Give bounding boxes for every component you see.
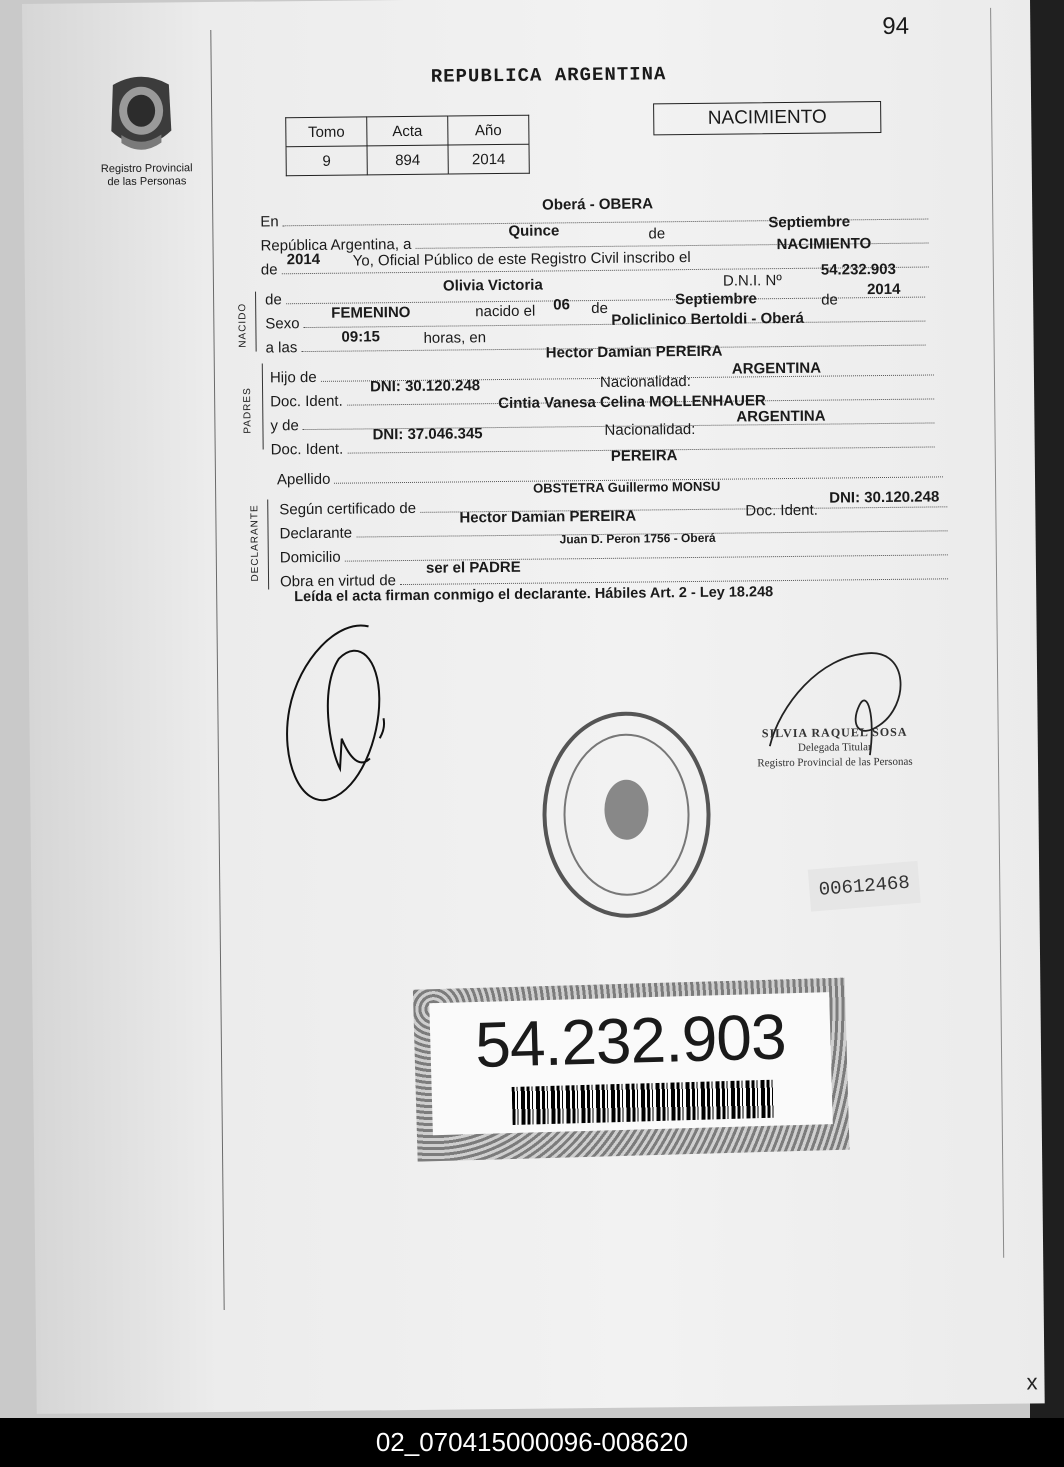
id-number-sticker bbox=[413, 978, 850, 1162]
value-act: NACIMIENTO bbox=[776, 235, 872, 254]
header-anio: Año bbox=[448, 115, 529, 145]
country-title: REPUBLICA ARGENTINA bbox=[430, 63, 667, 88]
value-declarant: Hector Damian PEREIRA bbox=[459, 507, 637, 527]
declarant-signature-icon bbox=[278, 618, 410, 819]
label-horas-en: horas, en bbox=[423, 329, 487, 347]
label-nacido-el: nacido el bbox=[475, 302, 536, 321]
right-border-line bbox=[990, 8, 1004, 1258]
field-mother-doc bbox=[271, 434, 935, 458]
corner-mark: x bbox=[1026, 1369, 1038, 1395]
sticker-inner bbox=[429, 992, 833, 1135]
label-dni: D.N.I. Nº bbox=[722, 272, 782, 290]
value-obra: ser el PADRE bbox=[425, 558, 521, 577]
official-name: SILVIA RAQUEL SOSA bbox=[761, 724, 908, 741]
label-y-de: y de bbox=[270, 417, 299, 435]
label-doc-father: Doc. Ident. bbox=[270, 392, 343, 411]
label-cert: Según certificado de bbox=[279, 499, 417, 519]
province-seal-icon bbox=[101, 70, 182, 161]
label-doc-mother: Doc. Ident. bbox=[270, 440, 344, 459]
value-tomo: 9 bbox=[286, 146, 367, 176]
record-reference-table bbox=[285, 115, 530, 177]
official-stamp-text bbox=[730, 724, 940, 771]
table-row bbox=[286, 144, 529, 176]
value-year: 2014 bbox=[286, 250, 321, 269]
page-number: 94 bbox=[882, 12, 910, 40]
scan-footer-id: 02_070415000096-008620 bbox=[0, 1418, 1064, 1467]
value-mother-doc: DNI: 37.046.345 bbox=[372, 425, 483, 444]
value-place: Oberá - OBERA bbox=[542, 195, 654, 214]
label-nat-mother: Nacionalidad: bbox=[604, 420, 696, 439]
officer-text: Yo, Oficial Público de este Registro Civil inscribo el bbox=[352, 249, 691, 270]
label-doc-declarant: Doc. Ident. bbox=[745, 501, 818, 520]
value-anio: 2014 bbox=[448, 144, 529, 174]
section-bracket bbox=[255, 291, 265, 351]
label-apellido: Apellido bbox=[276, 470, 331, 489]
legal-note: Leída el acta firman conmigo el declarante. Hábiles Art. 2 - Ley 18.248 bbox=[294, 584, 774, 606]
birth-certificate-page bbox=[22, 0, 1045, 1414]
value-father-nat: ARGENTINA bbox=[731, 359, 822, 378]
value-father-doc: DNI: 30.120.248 bbox=[369, 377, 481, 396]
sticker-id-number: 54.232.903 bbox=[474, 1000, 787, 1082]
section-bracket bbox=[267, 499, 277, 589]
value-day: Quince bbox=[508, 222, 560, 240]
registry-line-1: Registro Provincial bbox=[100, 162, 193, 176]
official-title: Delegada Titular bbox=[797, 741, 872, 754]
label-declarante: Declarante bbox=[279, 524, 353, 543]
label-obra: Obra en virtud de bbox=[279, 572, 397, 591]
label-republic: República Argentina, a bbox=[260, 235, 412, 255]
label-a-las: a las bbox=[265, 339, 298, 357]
section-nacido: NACIDO bbox=[237, 302, 249, 348]
label-de-month: de bbox=[648, 225, 666, 243]
field-domicilio bbox=[280, 542, 948, 566]
value-declarant-doc: DNI: 30.120.248 bbox=[829, 488, 940, 507]
section-padres: PADRES bbox=[242, 387, 254, 434]
label-de-name: de bbox=[265, 291, 282, 309]
value-acta: 894 bbox=[367, 145, 448, 175]
serial-number-stamp: 00612468 bbox=[808, 861, 921, 912]
value-birth-month: Septiembre bbox=[675, 290, 757, 309]
header-tomo: Tomo bbox=[286, 117, 367, 147]
label-domicilio: Domicilio bbox=[279, 548, 341, 567]
label-de-bmonth: de bbox=[591, 299, 608, 318]
value-birth-year: 2014 bbox=[866, 280, 901, 299]
label-de-byear: de bbox=[821, 291, 838, 309]
section-declarante: DECLARANTE bbox=[249, 504, 262, 582]
value-mother-nat: ARGENTINA bbox=[736, 407, 826, 426]
registry-round-stamp-icon bbox=[539, 709, 713, 921]
value-dni: 54.232.903 bbox=[820, 260, 896, 279]
label-hijo-de: Hijo de bbox=[269, 368, 317, 387]
label-de-year: de bbox=[260, 261, 278, 279]
official-office: Registro Provincial de las Personas bbox=[757, 755, 913, 770]
value-domicilio: Juan D. Peron 1756 - Oberá bbox=[559, 530, 716, 547]
value-mother: Cintia Vanesa Celina MOLLENHAUER bbox=[498, 392, 766, 413]
record-type-box: NACIMIENTO bbox=[653, 101, 881, 135]
value-name: Olivia Victoria bbox=[442, 276, 543, 295]
value-time: 09:15 bbox=[341, 328, 380, 346]
value-birth-day: 06 bbox=[553, 296, 570, 314]
label-en: En bbox=[260, 213, 279, 231]
value-birth-place: Policlinico Bertoldi - Oberá bbox=[611, 309, 804, 329]
margin-line bbox=[210, 30, 224, 1310]
table-header-row bbox=[286, 115, 529, 147]
value-apellido: PEREIRA bbox=[610, 447, 678, 465]
registry-name bbox=[92, 162, 202, 189]
label-sexo: Sexo bbox=[265, 315, 300, 333]
value-sexo: FEMENINO bbox=[331, 303, 411, 322]
registry-line-2: de las Personas bbox=[107, 175, 187, 189]
barcode bbox=[512, 1080, 775, 1125]
label-nat-father: Nacionalidad: bbox=[599, 373, 691, 391]
value-month: Septiembre bbox=[768, 213, 851, 232]
value-cert: OBSTETRA Guillermo MONSU bbox=[533, 478, 721, 496]
value-father: Hector Damian PEREIRA bbox=[545, 342, 723, 362]
header-acta: Acta bbox=[367, 116, 448, 146]
